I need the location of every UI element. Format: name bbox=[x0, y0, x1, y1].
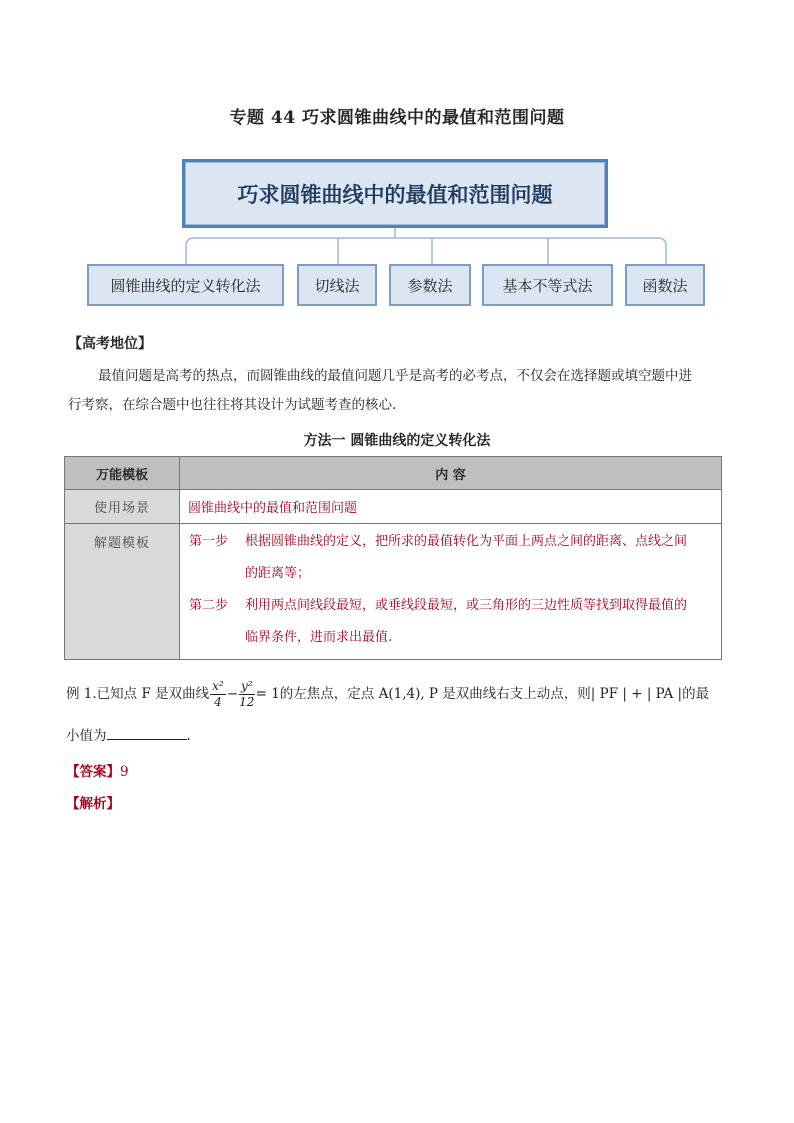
example-1 bbox=[66, 676, 726, 744]
branch-label: 参数法 bbox=[407, 276, 453, 295]
step-1-label: 第一步 bbox=[189, 534, 229, 549]
step-2-continued bbox=[181, 622, 720, 654]
step-1 bbox=[181, 526, 720, 558]
answer-value: 9 bbox=[120, 764, 129, 780]
example-line2-text: 小值为 bbox=[66, 728, 107, 744]
table-cell-scenario-label: 使用场景 bbox=[65, 490, 180, 524]
diagram-branch-parameter bbox=[389, 264, 471, 306]
table-row bbox=[65, 490, 722, 524]
step-1-text-line2: 的距离等； bbox=[245, 566, 311, 581]
step-1-continued bbox=[181, 558, 720, 590]
branch-label: 函数法 bbox=[642, 276, 688, 295]
example-suffix: = 1的左焦点，定点 A(1,4), P 是双曲线右支上动点，则| PF | + | PA |的最 bbox=[255, 686, 710, 702]
diagram-topic-box bbox=[182, 159, 608, 228]
branch-label: 切线法 bbox=[314, 276, 360, 295]
fraction-x bbox=[210, 679, 226, 710]
branch-label: 圆锥曲线的定义转化法 bbox=[110, 276, 261, 295]
table-cell-steps bbox=[180, 524, 722, 660]
table-row bbox=[65, 524, 722, 660]
connector-bar bbox=[186, 238, 666, 264]
step-1-text: 根据圆锥曲线的定义，把所求的最值转化为平面上两点之间的距离、点线之间 bbox=[245, 534, 688, 549]
diagram-branch-function bbox=[625, 264, 705, 306]
answer-line bbox=[66, 760, 129, 780]
diagram-branch-tangent bbox=[297, 264, 377, 306]
table-header-row bbox=[65, 457, 722, 490]
example-1-line1 bbox=[66, 676, 726, 712]
method-title: 方法一 圆锥曲线的定义转化法 bbox=[303, 433, 491, 449]
section-paragraph-line1: 最值问题是高考的热点，而圆锥曲线的最值问题几乎是高考的必考点，不仅会在选择题或填空题中进 bbox=[98, 368, 692, 384]
step-2 bbox=[181, 590, 720, 622]
example-line2-end: . bbox=[186, 728, 191, 744]
diagram-branch-definition bbox=[87, 264, 284, 306]
example-1-line2 bbox=[66, 724, 726, 744]
diagram-topic-label: 巧求圆锥曲线中的最值和范围问题 bbox=[237, 182, 553, 207]
fraction-x-numerator: x² bbox=[212, 679, 224, 693]
diagram-branch-inequality bbox=[482, 264, 613, 306]
section-paragraph-line2: 行考察，在综合题中也往往将其设计为试题考查的核心. bbox=[68, 397, 397, 413]
table-cell-scenario-value: 圆锥曲线中的最值和范围问题 bbox=[180, 490, 722, 524]
step-2-text: 利用两点间线段最短，或垂线段最短，或三角形的三边性质等找到取得最值的 bbox=[245, 598, 688, 613]
fraction-y-denominator: 12 bbox=[239, 695, 255, 709]
answer-blank bbox=[107, 725, 187, 740]
branch-label: 基本不等式法 bbox=[502, 276, 593, 295]
template-table bbox=[64, 456, 722, 660]
document-title: 专题 44 巧求圆锥曲线中的最值和范围问题 bbox=[229, 108, 565, 128]
section-heading: 【高考地位】 bbox=[68, 336, 152, 352]
step-2-text-line2: 临界条件，进而求出最值. bbox=[245, 630, 393, 645]
table-header-left: 万能模板 bbox=[65, 457, 180, 490]
minus-sign: − bbox=[226, 686, 239, 702]
fraction-y-numerator: y² bbox=[241, 679, 253, 693]
answer-label: 【答案】 bbox=[66, 764, 120, 780]
step-2-label: 第二步 bbox=[189, 598, 229, 613]
fraction-y bbox=[239, 679, 255, 710]
analysis-label: 【解析】 bbox=[66, 796, 120, 812]
fraction-x-denominator: 4 bbox=[214, 695, 222, 709]
example-prefix: 例 1.已知点 F 是双曲线 bbox=[66, 686, 210, 702]
table-cell-template-label: 解题模板 bbox=[65, 524, 180, 660]
table-header-right: 内 容 bbox=[180, 457, 722, 490]
